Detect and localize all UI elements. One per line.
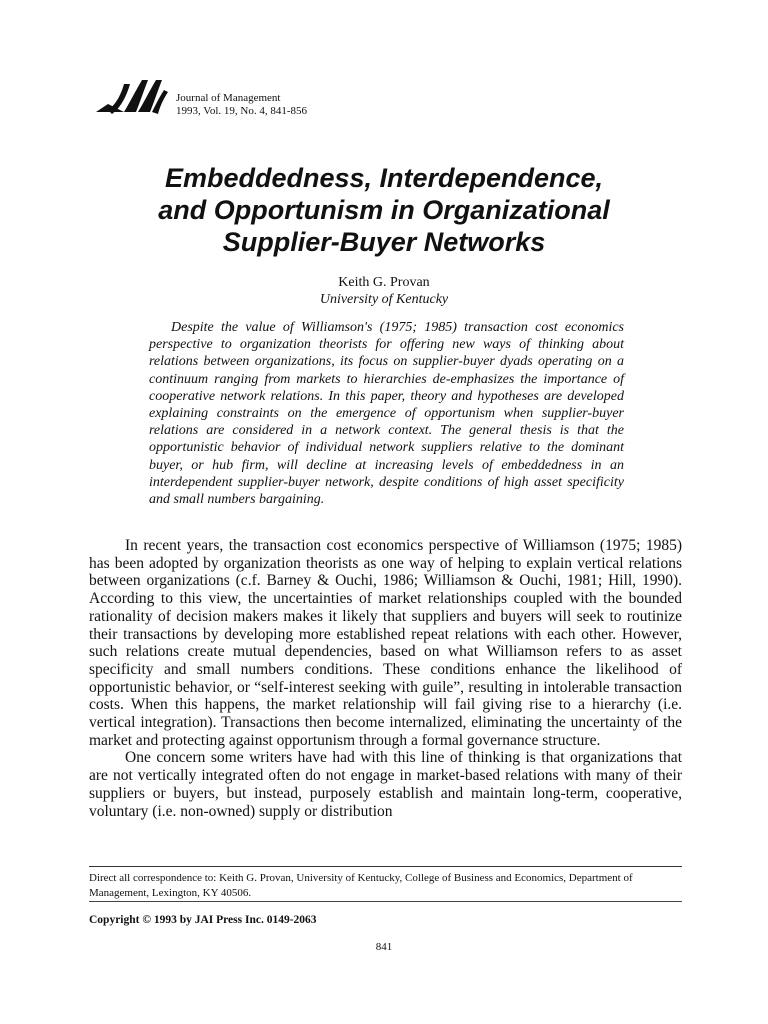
journal-citation-block: [176, 92, 307, 118]
author-name: Keith G. Provan: [338, 275, 430, 290]
footnote-bottom-divider: [89, 901, 682, 902]
correspondence-footnote: Direct all correspondence to: Keith G. Provan, University of Kentucky, College of Business and Economics, Department of Management, Lexington, KY 40506.: [89, 872, 633, 899]
footnote-divider: [89, 866, 682, 867]
article-title-line: and Opportunism in Organizational: [158, 195, 610, 225]
article-title: [60, 162, 708, 258]
article-title-line: Embeddedness, Interdependence,: [164, 163, 604, 193]
author-affiliation: University of Kentucky: [319, 292, 449, 307]
journal-name: Journal of Management: [176, 92, 281, 104]
journal-volume-info: 1993, Vol. 19, No. 4, 841-856: [176, 105, 307, 117]
article-title-line: Supplier-Buyer Networks: [222, 227, 546, 257]
journal-of-management-logo: [94, 76, 170, 118]
body-paragraph: One concern some writers have had with this line of thinking is that organizations that are not vertically integrated often do not engage in market-based relations with many of their suppliers or buyers, but instead, purposely establish and maintain long-term, cooperative, voluntary (i.e. non-owned) supply or distribution: [89, 749, 682, 820]
abstract: Despite the value of Williamson's (1975; 1985) transaction cost economics perspective to organization theorists for offering new ways of thinking about relations between organizations, its focus on supplier-buyer dyads operating on a continuum ranging from markets to hierarchies de-emphasizes the importance of cooperative network relations. In this paper, theory and hypotheses are developed explaining constraints on the emergence of opportunism when supplier-buyer relations are considered in a network context. The general thesis is that the opportunistic behavior of individual network suppliers relative to the dominant buyer, or hub firm, will decline at increasing levels of embeddedness in an interdependent supplier-buyer network, despite conditions of high asset specificity and small numbers bargaining.: [149, 320, 624, 508]
page-number: 841: [375, 941, 393, 953]
copyright-notice: Copyright © 1993 by JAI Press Inc. 0149-2063: [89, 914, 317, 926]
article-body: [89, 537, 682, 820]
body-paragraph: In recent years, the transaction cost economics perspective of Williamson (1975; 1985) has been adopted by organization theorists as one way of helping to explain vertical relations between organizations (c.f. Barney & Ouchi, 1986; Williamson & Ouchi, 1981; Hill, 1990). According to this view, the uncertainties of market relationships coupled with the bounded rationality of decision makers makes it likely that suppliers and buyers will seek to routinize their transactions by developing more established repeat relations with each other. However, such relations create mutual dependencies, based on what Williamson refers to as asset specificity and small numbers conditions. These conditions enhance the likelihood of opportunistic behavior, or “self-interest seeking with guile”, resulting in intolerable transaction costs. When this happens, the market relationship will fail giving rise to a hierarchy (i.e. vertical integration). Transactions then become internalized, eliminating the uncertainty of the market and protecting against opportunism through a formal governance structure.: [89, 537, 682, 749]
